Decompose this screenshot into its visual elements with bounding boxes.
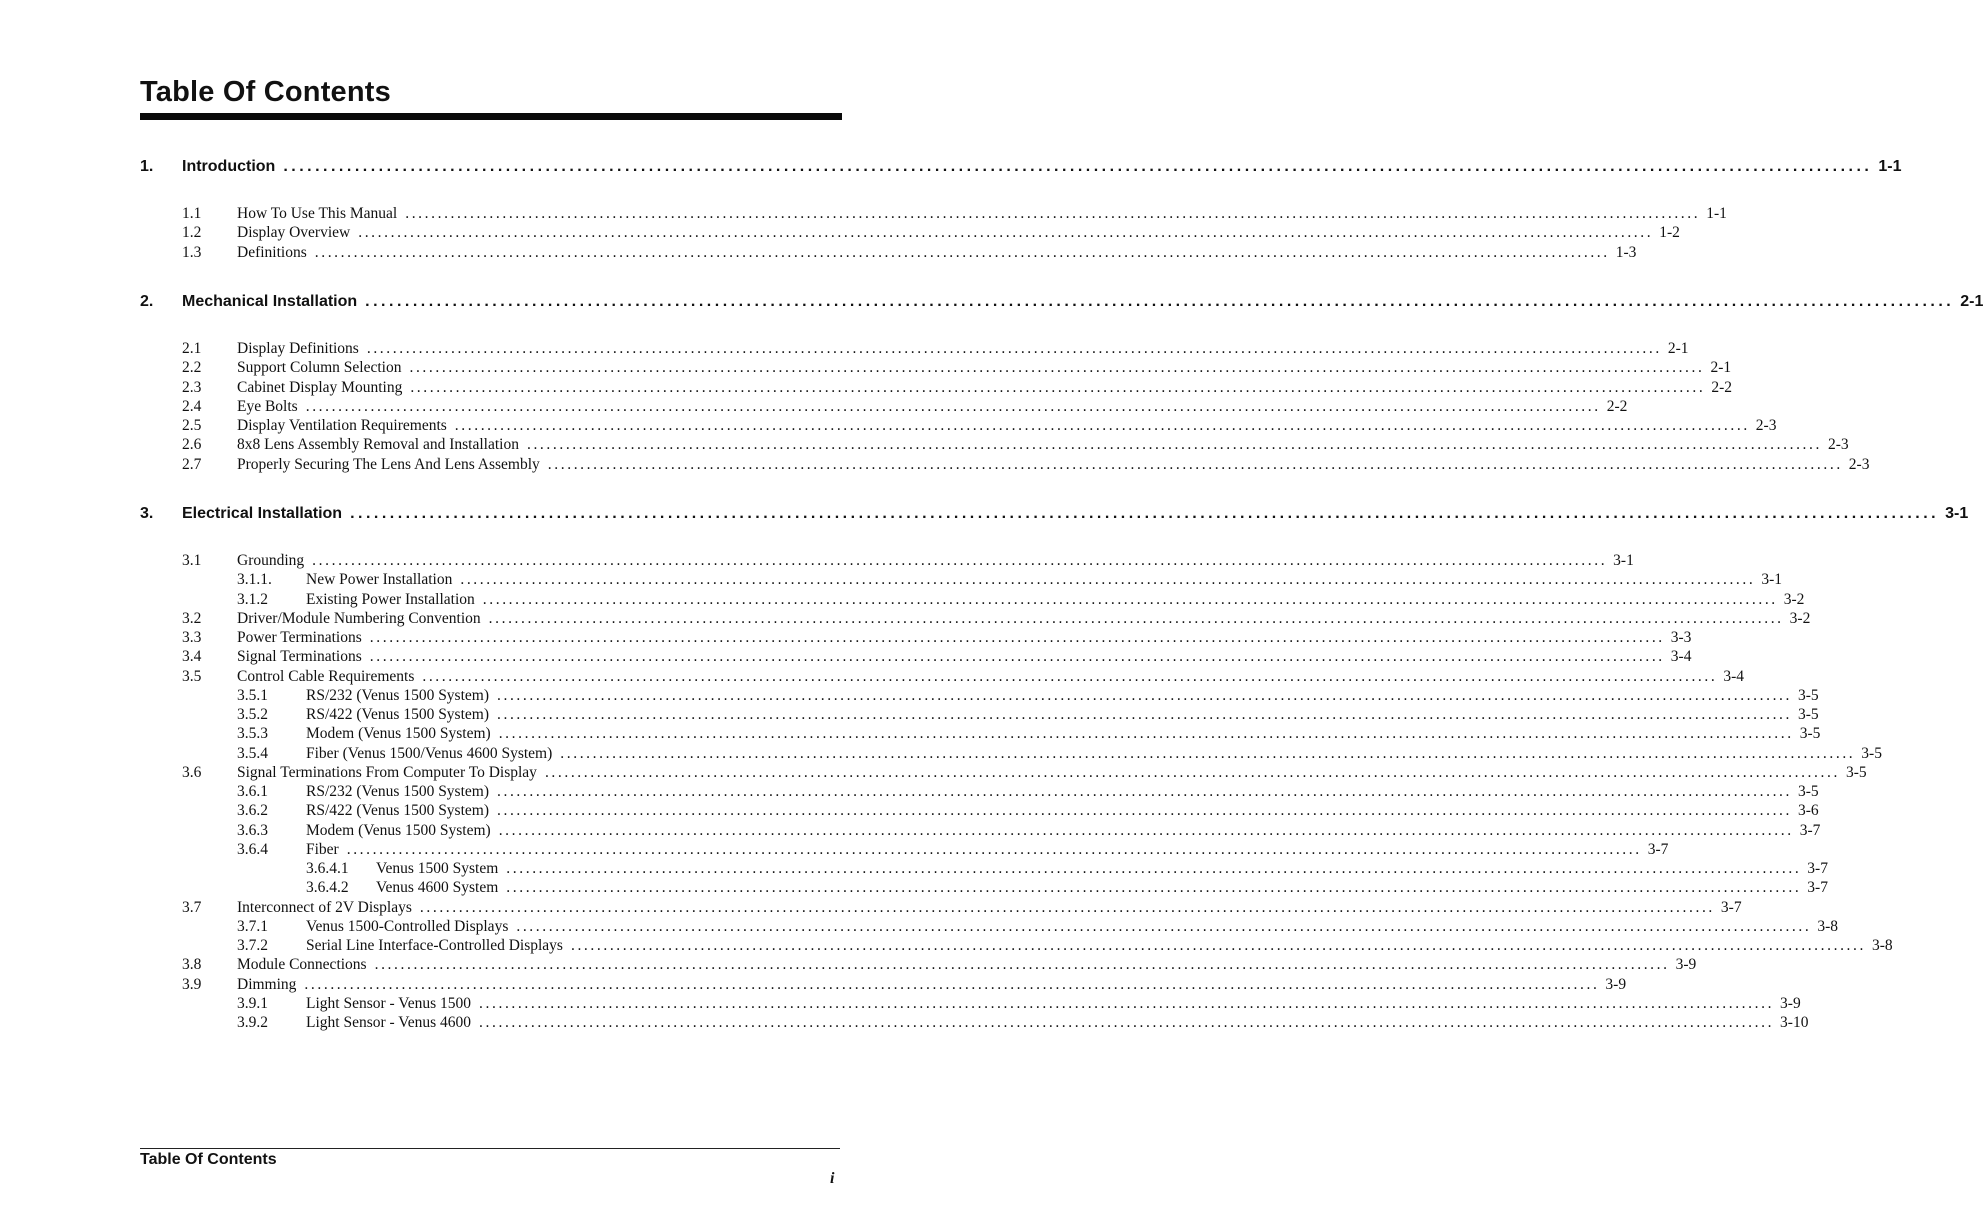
toc-entry[interactable]: [0, 956, 1697, 975]
entry-number: 3.9.1: [237, 994, 268, 1012]
entry-title: RS/232 (Venus 1500 System): [306, 783, 489, 800]
entry-line: [237, 667, 1745, 686]
toc-entry[interactable]: [0, 397, 1628, 417]
toc-entry[interactable]: [0, 860, 1828, 879]
section-number: 3.: [140, 505, 154, 522]
entry-page-number: 3-5: [1861, 744, 1882, 762]
entry-page-number: 1-3: [1615, 243, 1637, 261]
entry-page-number: 3-4: [1670, 648, 1692, 666]
dot-leader: ........................................................................................................................................................................................................: [409, 359, 1705, 377]
footer-page-number: i: [830, 1170, 835, 1187]
entry-title: Properly Securing The Lens And Lens Assembly: [237, 455, 540, 473]
entry-page-number: 2-3: [1827, 436, 1849, 454]
toc-entry[interactable]: [0, 744, 1882, 764]
entry-number: 3.6.4.2: [306, 879, 349, 897]
section-line: [182, 158, 1902, 176]
entry-title: Modem (Venus 1500 System): [306, 821, 491, 839]
entry-number: 2.1: [182, 340, 202, 357]
entry-title: Display Definitions: [237, 340, 359, 357]
entry-number: 3.5.3: [237, 725, 268, 743]
entry-number: 3.5.1: [237, 686, 268, 704]
entry-line: [306, 937, 1893, 955]
entry-number: 3.7.2: [237, 937, 268, 954]
entry-page-number: 3-5: [1798, 706, 1819, 723]
dot-leader: ........................................................................................................................................................................................................: [498, 821, 1794, 839]
entry-line: [306, 821, 1821, 840]
dot-leader: ........................................................................................................................................................................................................: [346, 840, 1642, 858]
toc-entry[interactable]: [0, 975, 1627, 995]
entry-title: New Power Installation: [306, 571, 453, 589]
entry-number: 3.5.2: [237, 706, 268, 723]
entry-page-number: 3-5: [1845, 763, 1867, 781]
toc-entry[interactable]: [0, 994, 1801, 1014]
dot-leader: ........................................................................................................................................................................................................: [405, 205, 1701, 222]
entry-number: 2.3: [182, 378, 202, 396]
entry-number: 3.2: [182, 609, 202, 627]
toc-entry[interactable]: [0, 378, 1732, 398]
entry-page-number: 3-7: [1799, 821, 1821, 839]
entry-title: Module Connections: [237, 956, 367, 974]
dot-leader: ........................................................................................................................................................................................................: [410, 378, 1706, 396]
entry-page-number: 3-5: [1798, 686, 1819, 704]
section-line: [182, 293, 1983, 311]
toc-entry[interactable]: [0, 686, 1819, 706]
section-title: Mechanical Installation: [182, 293, 358, 310]
entry-number: 3.6: [182, 763, 202, 781]
dot-leader: ........................................................................................................................................................................................................: [488, 609, 1784, 627]
entry-title: Fiber: [306, 840, 339, 858]
toc-entry[interactable]: [0, 783, 1819, 802]
toc-entry[interactable]: [0, 917, 1839, 937]
entry-title: RS/422 (Venus 1500 System): [306, 706, 489, 723]
entry-page-number: 3-6: [1798, 802, 1819, 820]
dot-leader: ........................................................................................................................................................................................................: [365, 293, 1955, 310]
footer-rule: [140, 1148, 840, 1149]
entry-title: 8x8 Lens Assembly Removal and Installation: [237, 436, 519, 454]
entry-line: [306, 686, 1819, 705]
dot-leader: ........................................................................................................................................................................................................: [305, 397, 1601, 415]
entry-number: 3.7.1: [237, 917, 268, 935]
section-number: 2.: [140, 293, 154, 310]
entry-title: Display Overview: [237, 224, 351, 242]
dot-leader: ........................................................................................................................................................................................................: [497, 802, 1792, 820]
entry-title: Fiber (Venus 1500/Venus 4600 System): [306, 744, 553, 762]
entry-number: 2.4: [182, 397, 202, 415]
entry-page-number: 3-2: [1783, 590, 1805, 608]
toc-section-3[interactable]: [0, 505, 1969, 527]
page-title: Table Of Contents: [140, 76, 391, 108]
dot-leader: ........................................................................................................................................................................................................: [454, 417, 1750, 434]
toc-entry[interactable]: [0, 552, 1634, 571]
entry-page-number: 3-8: [1817, 917, 1839, 935]
dot-leader: ........................................................................................................................................................................................................: [560, 744, 1856, 762]
entry-line: [306, 590, 1805, 609]
toc-section-1[interactable]: [0, 158, 1902, 180]
entry-title: Grounding: [237, 552, 305, 569]
entry-title: Control Cable Requirements: [237, 667, 415, 685]
toc-entry[interactable]: [0, 436, 1849, 455]
entry-title: Light Sensor - Venus 4600: [306, 1014, 472, 1031]
toc-entry[interactable]: [0, 224, 1680, 243]
toc-entry[interactable]: [0, 763, 1867, 783]
dot-leader: ........................................................................................................................................................................................................: [506, 879, 1802, 897]
entry-line: [306, 706, 1819, 724]
entry-page-number: 2-2: [1606, 397, 1628, 415]
toc-entry[interactable]: [0, 725, 1821, 744]
entry-line: [237, 455, 1870, 474]
entry-line: [237, 898, 1742, 917]
entry-line: [237, 763, 1867, 782]
dot-leader: ........................................................................................................................................................................................................: [570, 937, 1866, 954]
entry-page-number: 3-3: [1670, 629, 1692, 646]
entry-title: Serial Line Interface-Controlled Displays: [306, 937, 563, 954]
entry-number: 3.9: [182, 975, 202, 993]
toc-entry[interactable]: [0, 840, 1669, 860]
entry-title: Venus 4600 System: [376, 879, 499, 897]
dot-leader: ........................................................................................................................................................................................................: [422, 667, 1718, 685]
dot-leader: ........................................................................................................................................................................................................: [366, 340, 1662, 357]
dot-leader: ........................................................................................................................................................................................................: [460, 571, 1756, 589]
entry-number: 2.7: [182, 455, 202, 473]
entry-number: 1.3: [182, 243, 202, 261]
entry-number: 2.2: [182, 359, 202, 377]
toc-entry[interactable]: [0, 359, 1732, 378]
entry-page-number: 3-7: [1807, 860, 1828, 877]
toc-entry[interactable]: [0, 205, 1727, 224]
entry-page-number: 2-3: [1848, 455, 1870, 473]
entry-line: [237, 397, 1628, 416]
entry-page-number: 3-4: [1723, 667, 1745, 685]
entry-title: Signal Terminations From Computer To Display: [237, 763, 537, 781]
entry-line: [237, 224, 1680, 242]
entry-page-number: 3-5: [1799, 725, 1821, 743]
entry-number: 1.2: [182, 224, 202, 242]
toc-entry[interactable]: [0, 667, 1745, 687]
entry-line: [237, 609, 1811, 628]
entry-number: 3.6.4: [237, 840, 268, 858]
entry-line: [237, 552, 1634, 570]
entry-line: [237, 629, 1692, 647]
entry-title: Definitions: [237, 243, 307, 261]
entry-number: 3.6.1: [237, 783, 268, 800]
entry-page-number: 2-2: [1711, 378, 1732, 396]
section-page-number: 1-1: [1878, 158, 1902, 175]
toc-entry[interactable]: [0, 340, 1689, 359]
entry-number: 3.1: [182, 552, 202, 569]
entry-page-number: 2-1: [1710, 359, 1732, 377]
toc-entry[interactable]: [0, 879, 1828, 898]
entry-page-number: 3-2: [1789, 609, 1811, 627]
entry-line: [376, 860, 1828, 878]
toc-entry[interactable]: [0, 937, 1893, 956]
entry-number: 3.9.2: [237, 1014, 268, 1031]
entry-line: [237, 340, 1689, 358]
dot-leader: ........................................................................................................................................................................................................: [544, 763, 1840, 781]
entry-page-number: 3-7: [1720, 898, 1742, 916]
entry-title: Dimming: [237, 975, 297, 993]
entry-number: 3.1.1.: [237, 571, 272, 589]
dot-leader: ........................................................................................................................................................................................................: [314, 243, 1610, 261]
toc-entry[interactable]: [0, 802, 1819, 821]
entry-number: 3.5.4: [237, 744, 268, 762]
entry-line: [237, 243, 1637, 262]
toc-entry[interactable]: [0, 590, 1805, 610]
entry-line: [306, 802, 1819, 820]
entry-number: 3.8: [182, 956, 202, 974]
toc-entry[interactable]: [0, 1014, 1809, 1033]
entry-number: 3.6.3: [237, 821, 268, 839]
entry-title: Support Column Selection: [237, 359, 402, 377]
entry-line: [306, 994, 1801, 1013]
entry-line: [306, 917, 1839, 936]
toc-entry[interactable]: [0, 629, 1692, 648]
entry-line: [237, 436, 1849, 454]
entry-number: 3.7: [182, 898, 202, 916]
dot-leader: ........................................................................................................................................................................................................: [374, 956, 1670, 974]
entry-line: [237, 975, 1627, 994]
toc-entry[interactable]: [0, 417, 1777, 436]
toc-entry[interactable]: [0, 609, 1811, 629]
entry-title: Venus 1500-Controlled Displays: [306, 917, 509, 935]
entry-number: 3.5: [182, 667, 202, 685]
entry-number: 2.5: [182, 417, 202, 434]
section-title: Introduction: [182, 158, 276, 175]
entry-title: Eye Bolts: [237, 397, 298, 415]
entry-page-number: 3-10: [1780, 1014, 1809, 1031]
entry-title: Venus 1500 System: [376, 860, 499, 877]
entry-page-number: 3-7: [1647, 840, 1669, 858]
entry-title: Cabinet Display Mounting: [237, 378, 403, 396]
toc-entry[interactable]: [0, 243, 1637, 263]
entry-number: 3.6.2: [237, 802, 268, 820]
entry-line: [237, 378, 1732, 397]
entry-title: Existing Power Installation: [306, 590, 475, 608]
dot-leader: ........................................................................................................................................................................................................: [547, 455, 1843, 473]
entry-number: 2.6: [182, 436, 202, 454]
dot-leader: ........................................................................................................................................................................................................: [497, 686, 1792, 704]
entry-number: 3.3: [182, 629, 202, 646]
entry-page-number: 3-9: [1675, 956, 1697, 974]
entry-line: [237, 205, 1727, 223]
dot-leader: ........................................................................................................................................................................................................: [479, 994, 1775, 1012]
entry-number: 3.6.4.1: [306, 860, 349, 877]
entry-title: Display Ventilation Requirements: [237, 417, 447, 434]
entry-title: Interconnect of 2V Displays: [237, 898, 412, 916]
dot-leader: ........................................................................................................................................................................................................: [369, 629, 1665, 646]
dot-leader: ........................................................................................................................................................................................................: [369, 648, 1665, 666]
dot-leader: ........................................................................................................................................................................................................: [497, 783, 1792, 800]
dot-leader: ........................................................................................................................................................................................................: [350, 505, 1940, 522]
title-rule: [140, 113, 842, 120]
entry-line: [376, 879, 1828, 897]
dot-leader: ........................................................................................................................................................................................................: [497, 706, 1792, 723]
dot-leader: ........................................................................................................................................................................................................: [526, 436, 1822, 454]
entry-title: How To Use This Manual: [237, 205, 398, 222]
dot-leader: ........................................................................................................................................................................................................: [358, 224, 1654, 242]
entry-page-number: 3-5: [1798, 783, 1819, 800]
entry-title: RS/232 (Venus 1500 System): [306, 686, 489, 704]
entry-title: Signal Terminations: [237, 648, 362, 666]
entry-line: [237, 359, 1732, 377]
entry-number: 3.1.2: [237, 590, 268, 608]
toc-entry[interactable]: [0, 898, 1742, 918]
entry-line: [306, 1014, 1809, 1032]
entry-page-number: 2-1: [1667, 340, 1689, 357]
entry-title: Modem (Venus 1500 System): [306, 725, 491, 743]
dot-leader: ........................................................................................................................................................................................................: [498, 725, 1794, 743]
dot-leader: ........................................................................................................................................................................................................: [482, 590, 1778, 608]
entry-line: [306, 840, 1669, 859]
section-title: Electrical Installation: [182, 505, 343, 522]
toc-entry[interactable]: [0, 648, 1692, 667]
entry-number: 1.1: [182, 205, 202, 222]
entry-page-number: 3-1: [1613, 552, 1634, 569]
entry-line: [237, 956, 1697, 974]
entry-title: Light Sensor - Venus 1500: [306, 994, 472, 1012]
entry-page-number: 3-1: [1761, 571, 1783, 589]
entry-number: 3.4: [182, 648, 202, 666]
entry-page-number: 1-1: [1706, 205, 1727, 222]
entry-title: RS/422 (Venus 1500 System): [306, 802, 489, 820]
entry-line: [237, 417, 1777, 435]
entry-line: [306, 783, 1819, 801]
section-page-number: 2-1: [1960, 293, 1983, 310]
entry-page-number: 3-7: [1807, 879, 1828, 897]
entry-page-number: 2-3: [1755, 417, 1777, 434]
entry-page-number: 3-9: [1605, 975, 1627, 993]
section-page-number: 3-1: [1945, 505, 1969, 522]
dot-leader: ........................................................................................................................................................................................................: [419, 898, 1715, 916]
entry-line: [306, 744, 1882, 763]
toc-entry[interactable]: [0, 455, 1870, 475]
entry-page-number: 3-9: [1780, 994, 1801, 1012]
entry-line: [237, 648, 1692, 666]
entry-page-number: 3-8: [1871, 937, 1893, 954]
entry-line: [306, 571, 1783, 589]
footer-title: Table Of Contents: [140, 1151, 277, 1168]
toc-entry[interactable]: [0, 571, 1783, 590]
dot-leader: ........................................................................................................................................................................................................: [506, 860, 1802, 877]
entry-title: Driver/Module Numbering Convention: [237, 609, 481, 627]
entry-page-number: 1-2: [1659, 224, 1680, 242]
section-line: [182, 505, 1969, 523]
entry-title: Power Terminations: [237, 629, 362, 646]
dot-leader: ........................................................................................................................................................................................................: [283, 158, 1873, 175]
dot-leader: ........................................................................................................................................................................................................: [304, 975, 1600, 993]
dot-leader: ........................................................................................................................................................................................................: [312, 552, 1608, 569]
dot-leader: ........................................................................................................................................................................................................: [516, 917, 1812, 935]
dot-leader: ........................................................................................................................................................................................................: [479, 1014, 1775, 1031]
section-number: 1.: [140, 158, 154, 175]
toc-entry[interactable]: [0, 821, 1821, 841]
toc-entry[interactable]: [0, 706, 1819, 725]
toc-section-2[interactable]: [0, 293, 1983, 315]
entry-line: [306, 725, 1821, 743]
